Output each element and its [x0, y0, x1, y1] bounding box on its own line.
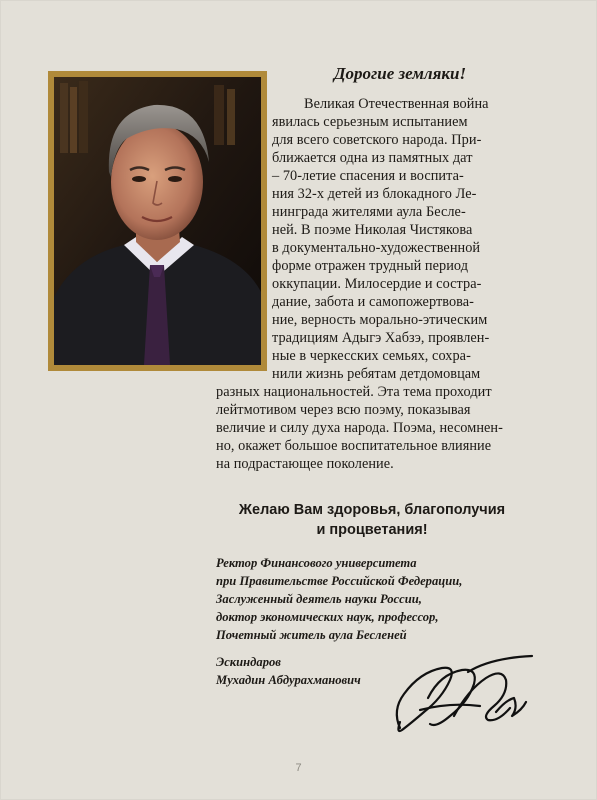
- portrait-frame: [48, 71, 267, 371]
- body-line: форме отражен трудный период: [272, 258, 469, 274]
- body-line: величие и силу духа народа. Поэма, несомнен-: [216, 420, 503, 436]
- body-line: лейтмотивом через всю поэму, показывая: [216, 402, 471, 418]
- portrait-photo: [54, 77, 261, 365]
- body-line: Великая Отечественная война: [304, 96, 489, 112]
- body-line: но, окажет большое воспитательное влияние: [216, 438, 492, 454]
- body-line: на подрастающее поколение.: [216, 456, 394, 472]
- body-line: ближается одна из памятных дат: [272, 150, 473, 166]
- body-line: ней. В поэме Николая Чистякова: [272, 222, 473, 238]
- page-number: 7: [295, 762, 302, 774]
- handwritten-signature: [390, 650, 535, 740]
- credential-line: Ректор Финансового университета: [216, 556, 417, 570]
- body-line: нинграда жителями аула Бесле-: [272, 204, 466, 220]
- credential-line: при Правительстве Российской Федерации,: [216, 574, 463, 588]
- credential-line: Почетный житель аула Бесленей: [216, 628, 407, 642]
- body-line: в документально-художественной: [272, 240, 481, 256]
- greeting-heading: Дорогие земляки!: [333, 64, 467, 83]
- body-line: разных национальностей. Эта тема проходит: [216, 384, 492, 400]
- author-surname: Эскиндаров: [216, 655, 281, 669]
- wish-line: и процветания!: [316, 522, 428, 538]
- body-line: оккупации. Милосердие и состра-: [272, 276, 482, 292]
- credential-line: Заслуженный деятель науки России,: [216, 592, 422, 606]
- body-line: нили жизнь ребятам детдомовцам: [272, 366, 481, 382]
- author-given-name: Мухадин Абдурахманович: [216, 673, 361, 687]
- body-line: для всего советского народа. При-: [272, 132, 482, 148]
- body-line: ния 32-х детей из блокадного Ле-: [272, 186, 477, 202]
- body-line: явилась серьезным испытанием: [272, 114, 468, 130]
- body-line: ные в черкесских семьях, сохра-: [272, 348, 471, 364]
- credential-line: доктор экономических наук, профессор,: [216, 610, 439, 624]
- wish-line: Желаю Вам здоровья, благополучия: [238, 502, 506, 518]
- body-line: ние, верность морально-этическим: [272, 312, 488, 328]
- body-line: дание, забота и самопожертвова-: [272, 294, 474, 310]
- body-line: традициям Адыгэ Хабзэ, проявлен-: [272, 330, 490, 346]
- body-line: – 70-летие спасения и воспита-: [272, 168, 464, 184]
- wish-block: [216, 500, 528, 540]
